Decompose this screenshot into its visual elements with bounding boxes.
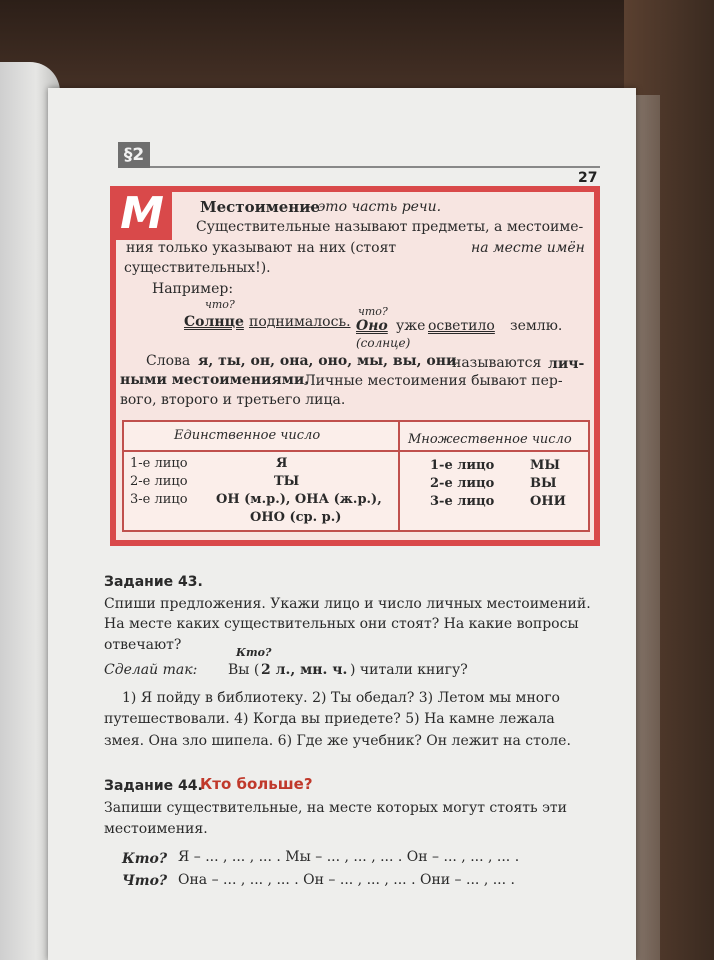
rule-line4: существительных!). xyxy=(124,260,271,276)
task44-subtitle: Кто больше? xyxy=(200,775,313,793)
table-person-p3: 3-е лицо xyxy=(430,494,495,509)
task43-line2: На месте каких существительных они стоят? На какие вопросы xyxy=(104,616,579,632)
task43-do-c: ) читали книгу? xyxy=(350,662,468,678)
table-pronoun-s2: ТЫ xyxy=(274,474,300,489)
rule-p1-a: Слова xyxy=(146,353,191,369)
table-person-p2: 2-е лицо xyxy=(430,476,495,491)
table-pronoun-p3: ОНИ xyxy=(530,494,566,509)
rule-definition: – это часть речи. xyxy=(306,199,442,215)
table-pronoun-s3: ОН (м.р.), ОНА (ж.р.), xyxy=(216,492,382,507)
table-person-s1: 1-е лицо xyxy=(130,456,188,471)
task44-title: Задание 44. xyxy=(104,778,203,794)
example-subject: Солнце xyxy=(184,314,244,330)
rule-p1-words: я, ты, он, она, оно, мы, вы, они xyxy=(198,353,457,369)
question-hint-2: что? xyxy=(358,305,388,318)
example-hint: (солнце) xyxy=(356,336,411,350)
rule-p2-b: Личные местоимения бывают пер- xyxy=(304,373,563,389)
rule-badge: М xyxy=(112,188,172,240)
table-pronoun-s3-extra: ОНО (ср. р.) xyxy=(250,510,342,525)
task44-line2: местоимения. xyxy=(104,821,208,837)
task44-chto-line: Она – ... , ... , ... . Он – ... , ... , ... . Они – ... , ... . xyxy=(178,872,515,888)
task43-title: Задание 43. xyxy=(104,574,203,590)
rule-p3: вого, второго и третьего лица. xyxy=(120,392,346,408)
task44-chto-label: Что? xyxy=(122,873,168,889)
example-object: землю. xyxy=(510,318,563,334)
task43-line3: отвечают? xyxy=(104,637,182,653)
rule-p2-a: ными местоимениями. xyxy=(120,372,310,388)
rule-p1-c: лич- xyxy=(548,356,585,372)
task43-do-label: Сделай так: xyxy=(104,662,198,678)
rule-term: Местоимение xyxy=(200,198,320,216)
table-person-s2: 2-е лицо xyxy=(130,474,188,489)
table-pronoun-s1: Я xyxy=(276,456,288,471)
rule-line2: Существительные называют предметы, а местоиме- xyxy=(196,219,584,235)
table-head-plural: Множественное число xyxy=(408,432,572,447)
table-person-s3: 3-е лицо xyxy=(130,492,188,507)
task43-sentences-3: змея. Она зло шипела. 6) Где же учебник? Он лежит на столе. xyxy=(104,733,571,749)
task43-hint-q: Кто? xyxy=(236,646,272,659)
table-person-p1: 1-е лицо xyxy=(430,458,495,473)
task43-sentences-1: 1) Я пойду в библиотеку. 2) Ты обедал? 3) Летом мы много xyxy=(122,690,560,706)
task43-do-a: Вы ( xyxy=(228,662,260,678)
header-rule xyxy=(150,166,600,168)
table-pronoun-p2: ВЫ xyxy=(530,476,557,491)
page-number: 27 xyxy=(578,170,598,186)
task43-sentences-2: путешествовали. 4) Когда вы приедете? 5) На камне лежала xyxy=(104,711,555,727)
task44-line1: Запиши существительные, на месте которых могут стоять эти xyxy=(104,800,568,816)
rule-line3b: на месте имён xyxy=(471,240,585,256)
section-badge: §2 xyxy=(118,142,150,168)
table-header-rule xyxy=(122,450,590,452)
rule-line3a: ния только указывают на них (стоят xyxy=(126,240,397,256)
rule-p1-b: называются xyxy=(452,355,542,371)
task44-kto-label: Кто? xyxy=(122,851,168,867)
table-pronoun-p1: МЫ xyxy=(530,458,561,473)
example-label: Например: xyxy=(152,281,234,297)
example-predicate: поднималось. xyxy=(249,314,351,330)
table-head-singular: Единственное число xyxy=(174,428,321,443)
example-predicate-2: осветило xyxy=(428,318,495,334)
example-word-uzhe: уже xyxy=(396,318,426,334)
example-pronoun: Оно xyxy=(356,318,388,334)
question-hint-1: что? xyxy=(205,298,235,311)
task43-do-b: 2 л., мн. ч. xyxy=(261,662,348,678)
task43-line1: Спиши предложения. Укажи лицо и число личных местоимений. xyxy=(104,596,591,612)
table-divider xyxy=(398,420,400,532)
task44-kto-line: Я – ... , ... , ... . Мы – ... , ... , ... . Он – ... , ... , ... . xyxy=(178,849,520,865)
